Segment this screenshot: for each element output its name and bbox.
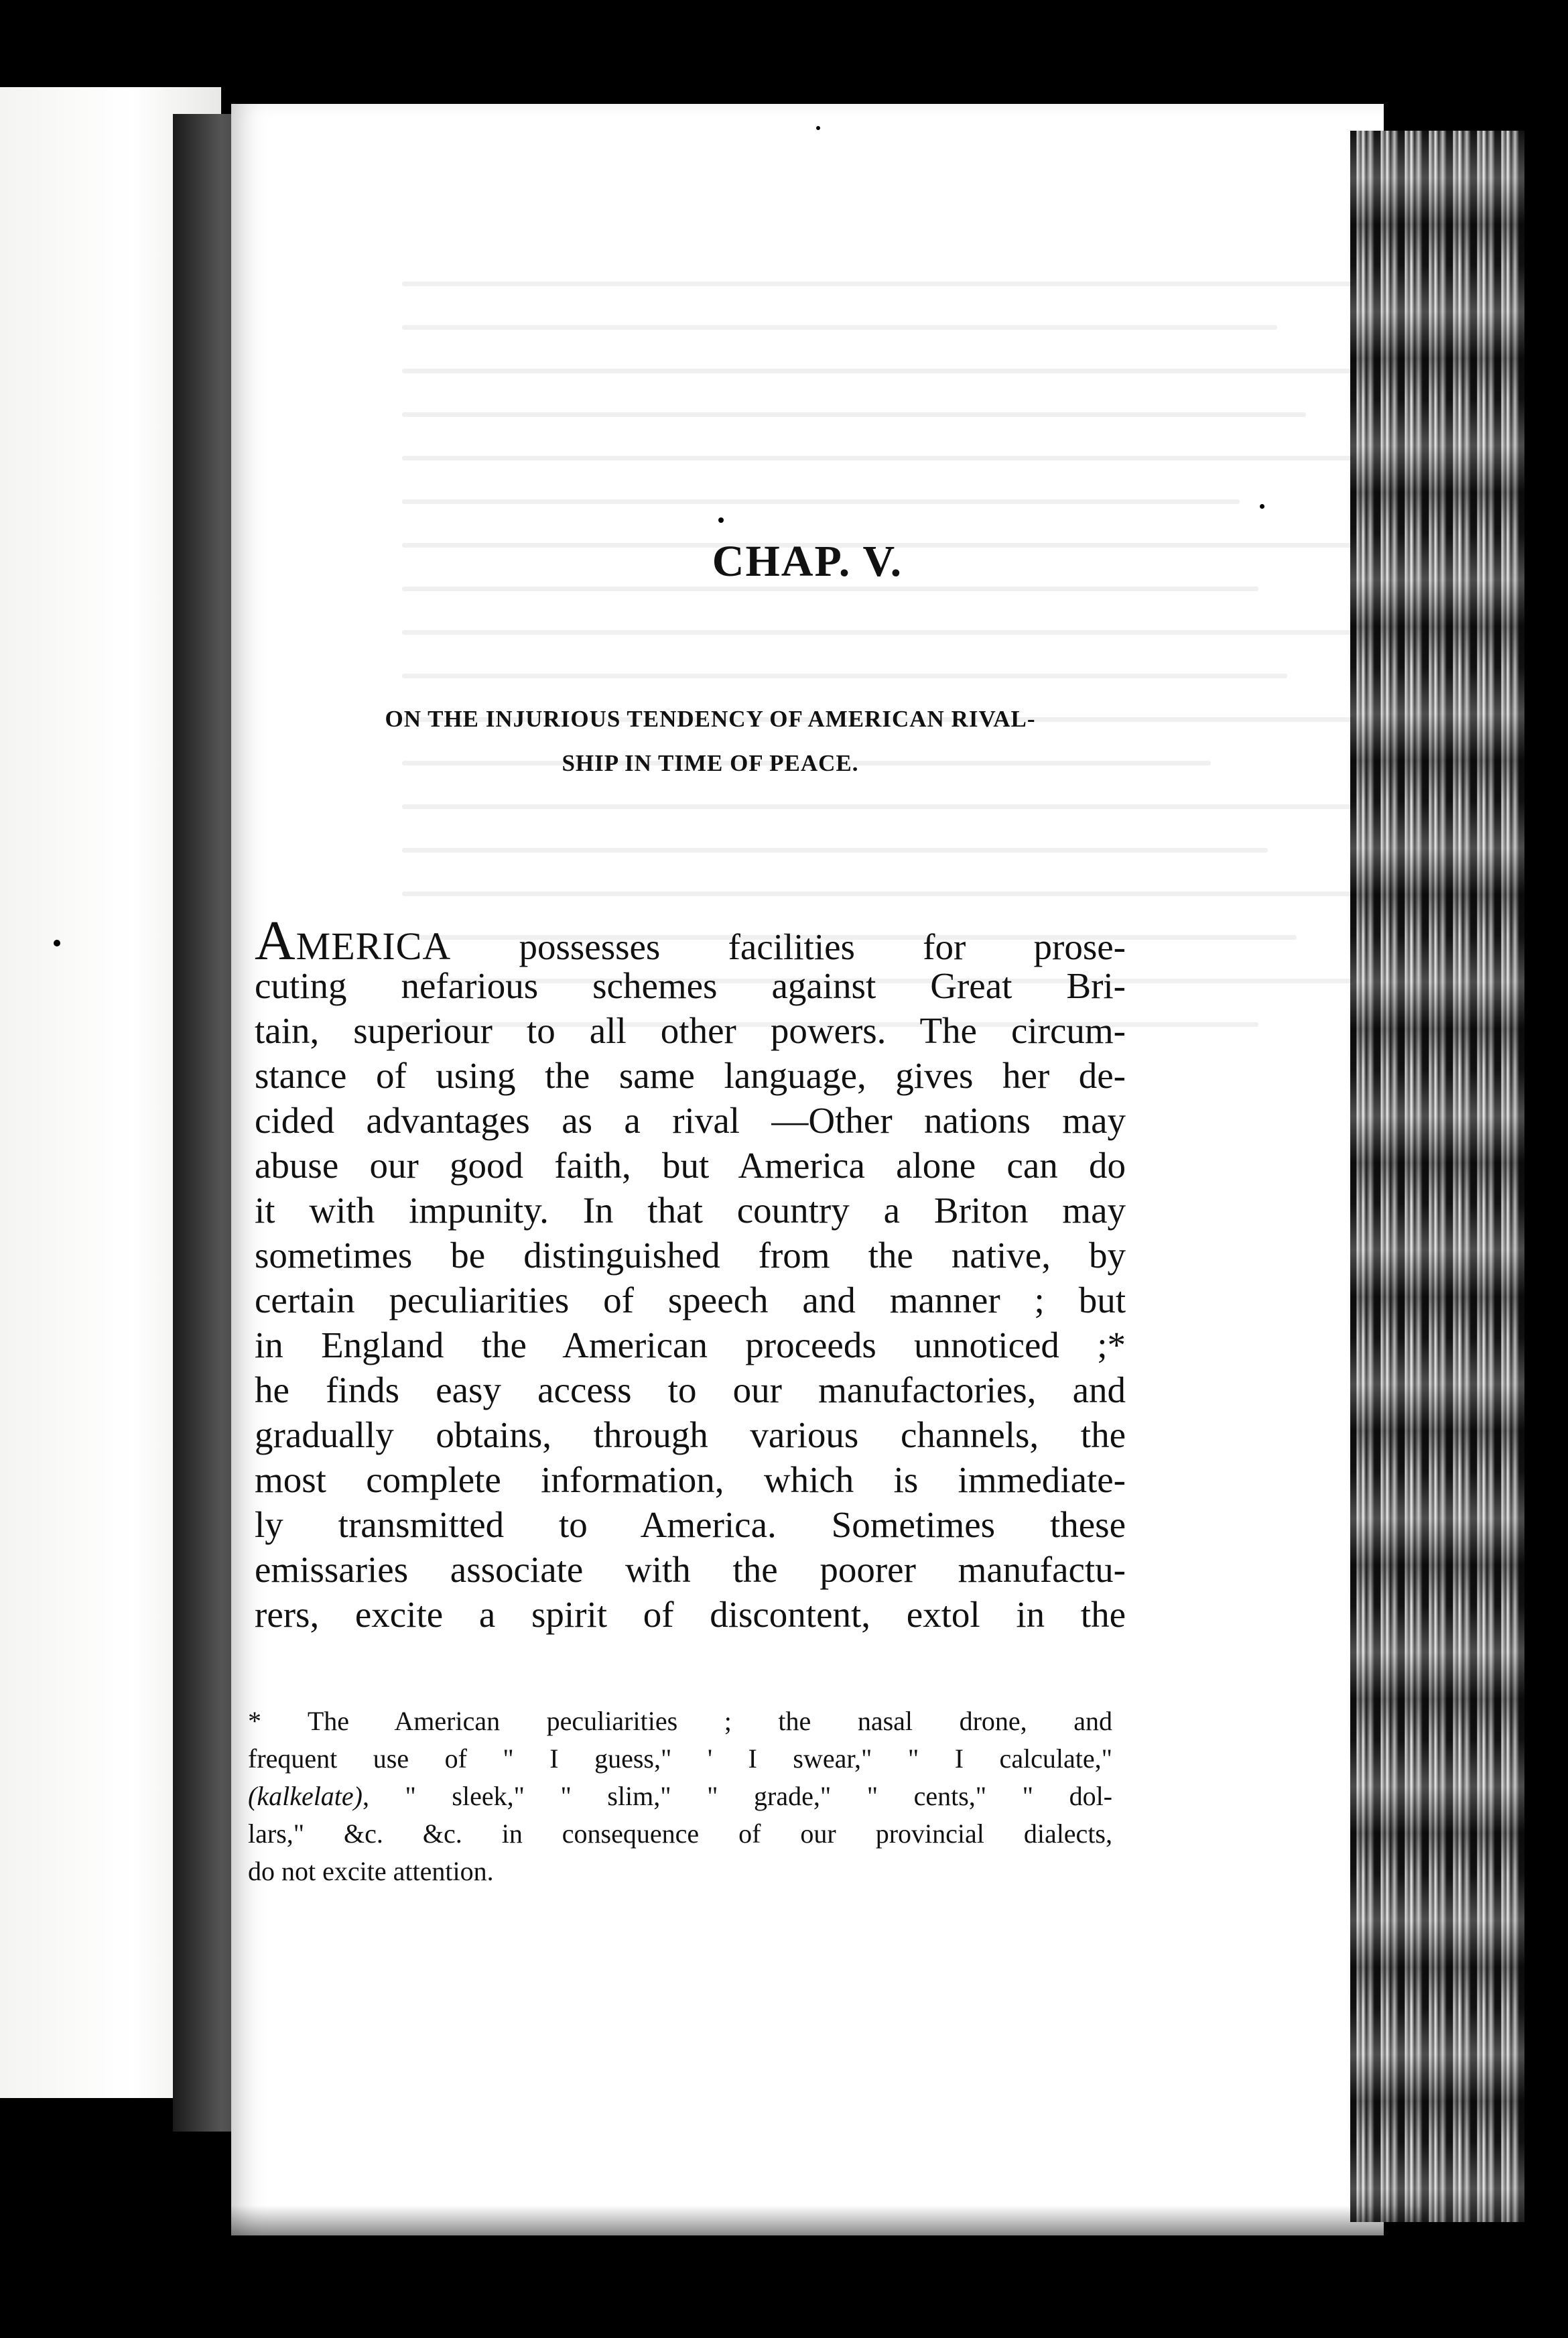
footnote-line-text: , " sleek," " slim," " grade," " cents," " dol- — [363, 1781, 1112, 1811]
chapter-title: CHAP. V. — [712, 537, 903, 586]
body-line: stance of using the same language, gives her de- — [255, 1055, 1126, 1096]
subtitle-line: ON THE INJURIOUS TENDENCY OF AMERICAN RIVAL- — [385, 706, 1036, 732]
ink-speck — [718, 517, 724, 523]
ink-speck — [54, 940, 60, 946]
body-line: ly transmitted to America. Sometimes these — [255, 1504, 1126, 1545]
body-line: tain, superiour to all other powers. The circum- — [255, 1010, 1126, 1051]
body-line: rers, excite a spirit of discontent, extol in the — [255, 1594, 1126, 1635]
body-line: emissaries associate with the poorer manufactu- — [255, 1549, 1126, 1590]
ink-speck — [1260, 504, 1264, 509]
footnote-line — [248, 1778, 1112, 1815]
body-line-text: possesses facilities for prose- — [451, 926, 1126, 967]
page-bottom-shadow — [221, 2205, 1427, 2245]
body-line — [255, 910, 1126, 972]
body-line: he finds easy access to our manufactories, and — [255, 1369, 1126, 1410]
chapter-subtitle — [275, 697, 1146, 786]
ink-speck — [816, 126, 820, 130]
opening-word: MERICA — [296, 924, 452, 968]
footnote-line: lars," &c. &c. in consequence of our provincial dialects, — [248, 1819, 1112, 1849]
footnote-line: do not excite attention. — [248, 1856, 494, 1886]
body-line: abuse our good faith, but America alone can do — [255, 1145, 1126, 1186]
body-line: cided advantages as a rival —Other nations may — [255, 1100, 1126, 1141]
footnote-line: * The American peculiarities ; the nasal drone, and — [248, 1706, 1112, 1736]
body-line: it with impunity. In that country a Briton may — [255, 1190, 1126, 1231]
subtitle-line: SHIP IN TIME OF PEACE. — [562, 750, 859, 776]
body-line: certain peculiarities of speech and manner ; but — [255, 1280, 1126, 1320]
footnote-line: frequent use of " I guess," ' I swear," " I calculate," — [248, 1743, 1112, 1774]
body-line: cuting nefarious schemes against Great Bri- — [255, 965, 1126, 1006]
body-line: gradually obtains, through various channels, the — [255, 1414, 1126, 1455]
drop-cap: A — [255, 910, 296, 972]
chapter-body — [255, 910, 1126, 1637]
handwritten-annotation: (kalkelate) — [248, 1781, 363, 1811]
body-line: sometimes be distinguished from the native, by — [255, 1235, 1126, 1276]
body-line: most complete information, which is immediate- — [255, 1459, 1126, 1500]
body-line: in England the American proceeds unnoticed ;* — [255, 1325, 1126, 1365]
page-edges — [1350, 131, 1524, 2222]
footnote — [248, 1703, 1112, 1890]
